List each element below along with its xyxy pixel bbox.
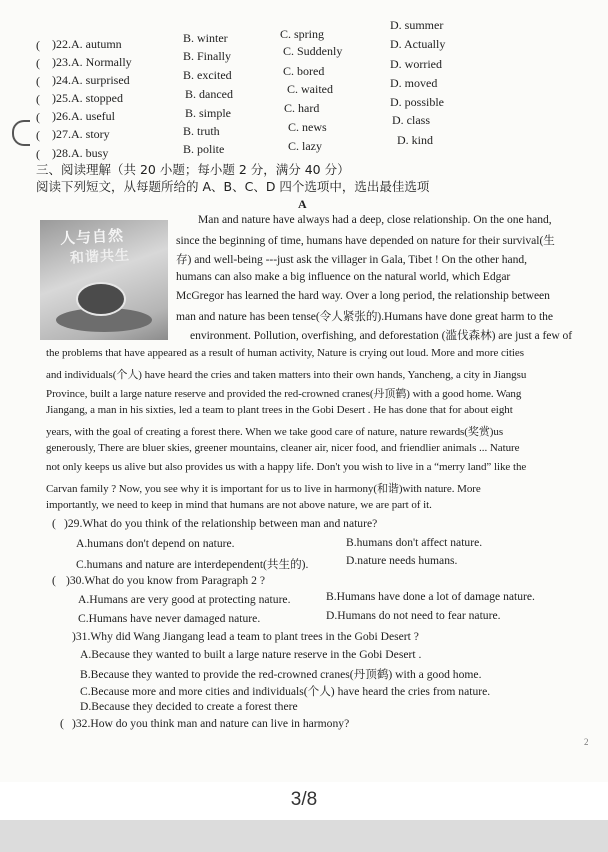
choice-d: D.Because they decided to create a forest there: [80, 700, 298, 713]
answer-blank: (: [52, 517, 56, 530]
section-title: 三、阅读理解（共 20 小题；每小题 2 分，满分 40 分）: [36, 162, 350, 177]
passage-line: 存) and well-being ---just ask the villager in Gala, Tibet ! On the other hand,: [176, 253, 527, 266]
option-b: B. Finally: [183, 49, 232, 63]
choice-c: C.humans and nature are interdependent(共生的).: [76, 558, 309, 571]
choice-c: C.Because more and more cities and individuals(个人) have heard the cries from nature.: [80, 685, 491, 698]
option-c: C. bored: [283, 64, 325, 78]
option-row-num: )26.A. useful: [52, 109, 115, 123]
section-instruction: 阅读下列短文，从每题所给的 A、B、C、D 四个选项中，选出最佳选项: [36, 179, 430, 194]
option-c: C. waited: [287, 82, 333, 96]
option-row-num: )23.A. Normally: [52, 55, 132, 69]
passage-line: McGregor has learned the hard way. Over a long period, the relationship between: [176, 289, 550, 302]
choice-d: D.nature needs humans.: [346, 554, 458, 567]
option-b: B. polite: [183, 142, 225, 156]
option-d: D. moved: [390, 76, 438, 90]
passage-label: A: [298, 197, 307, 211]
answer-blank: (: [36, 74, 40, 88]
option-b: B. danced: [185, 87, 233, 101]
passage-line: Jiangang, a man in his sixties, led a team to plant trees in the Gobi Desert . He has done that for about eight: [46, 404, 513, 416]
passage-line: environment. Pollution, overfishing, and deforestation (滥伐森林) are just a few of: [190, 329, 573, 342]
option-row-num: )24.A. surprised: [52, 73, 130, 87]
answer-blank: (: [36, 38, 40, 52]
option-d: D. worried: [390, 57, 442, 71]
passage-line: importantly, we need to keep in mind that humans are not above nature, we are part of it.: [46, 499, 432, 511]
answer-blank: (: [52, 574, 56, 587]
passage-line: years, with the goal of creating a forest there. When we take good care of nature, nature rewards(奖赏)us: [46, 426, 504, 438]
page-number: 3/8: [290, 789, 318, 810]
question-stem: )31.Why did Wang Jiangang lead a team to plant trees in the Gobi Desert ?: [72, 630, 419, 643]
globe-icon: [76, 282, 126, 316]
passage-line: Man and nature have always had a deep, close relationship. On the one hand,: [198, 213, 552, 226]
passage-line: Province, built a large nature reserve and provided the red-crowned cranes(丹顶鹤) with a good home. Wang: [46, 388, 522, 400]
option-c: C. news: [288, 120, 327, 134]
choice-c: C.Humans have never damaged nature.: [78, 612, 261, 625]
option-b: B. excited: [183, 68, 232, 82]
passage-line: humans can also make a big influence on the natural world, which Edgar: [176, 270, 511, 283]
illustration-lettering: 和谐共生: [69, 247, 131, 267]
answer-blank: (: [36, 110, 40, 124]
option-b: B. simple: [185, 106, 232, 120]
choice-a: A.Humans are very good at protecting nature.: [78, 593, 291, 606]
answer-blank: (: [60, 717, 64, 730]
choice-a: A.Because they wanted to built a large nature reserve in the Gobi Desert .: [80, 648, 422, 661]
passage-line: and individuals(个人) have heard the cries and taken matters into their own hands, Yancheng, a city in Jiangsu: [46, 369, 527, 381]
option-c: C. Suddenly: [283, 44, 343, 58]
option-row-num: )25.A. stopped: [52, 91, 123, 105]
answer-blank: (: [36, 92, 40, 106]
choice-a: A.humans don't depend on nature.: [76, 537, 235, 550]
answer-blank: (: [36, 147, 40, 161]
question-stem: )32.How do you think man and nature can live in harmony?: [72, 717, 350, 730]
option-c: C. spring: [280, 27, 325, 41]
answer-blank: (: [36, 128, 40, 142]
choice-b: B.Humans have done a lot of damage nature.: [326, 590, 535, 603]
option-d: D. class: [392, 113, 430, 127]
option-c: C. hard: [284, 101, 320, 115]
passage-illustration: [40, 220, 168, 340]
passage-line: the problems that have appeared as a result of human activity, Nature is crying out loud. More and more cities: [46, 347, 524, 359]
passage-line: not only keeps us alive but also provides us with a happy life. Don't you wish to live in a “merry land” like the: [46, 461, 527, 473]
corner-mark: 2: [584, 737, 589, 747]
choice-d: D.Humans do not need to fear nature.: [326, 609, 501, 622]
option-row-num: )28.A. busy: [52, 146, 109, 160]
choice-b: B.Because they wanted to provide the red-crowned cranes(丹顶鹤) with a good home.: [80, 668, 482, 681]
answer-blank: (: [36, 56, 40, 70]
question-stem: )29.What do you think of the relationship between man and nature?: [64, 517, 378, 530]
passage-line: man and nature has been tense(令人紧张的).Humans have done great harm to the: [176, 310, 553, 323]
option-b: B. truth: [183, 124, 220, 138]
illustration-lettering: 人与自然: [59, 226, 125, 248]
option-b: B. winter: [183, 31, 228, 45]
passage-line: Carvan family ? Now, you see why it is important for us to live in harmony(和谐)with nature. More: [46, 483, 481, 495]
pen-mark: [12, 120, 30, 146]
option-d: D. possible: [390, 95, 444, 109]
question-stem: )30.What do you know from Paragraph 2 ?: [66, 574, 265, 587]
option-d: D. summer: [390, 18, 444, 32]
passage-line: generously, There are bluer skies, greener mountains, cleaner air, nicer food, and friendlier animals ... Nature: [46, 442, 520, 454]
option-row-num: )22.A. autumn: [52, 37, 122, 51]
option-d: D. kind: [397, 133, 433, 147]
option-c: C. lazy: [288, 139, 322, 153]
option-row-num: )27.A. story: [52, 127, 110, 141]
passage-line: since the beginning of time, humans have depended on nature for their survival(生: [176, 234, 555, 247]
choice-b: B.humans don't affect nature.: [346, 536, 483, 549]
option-d: D. Actually: [390, 37, 446, 51]
